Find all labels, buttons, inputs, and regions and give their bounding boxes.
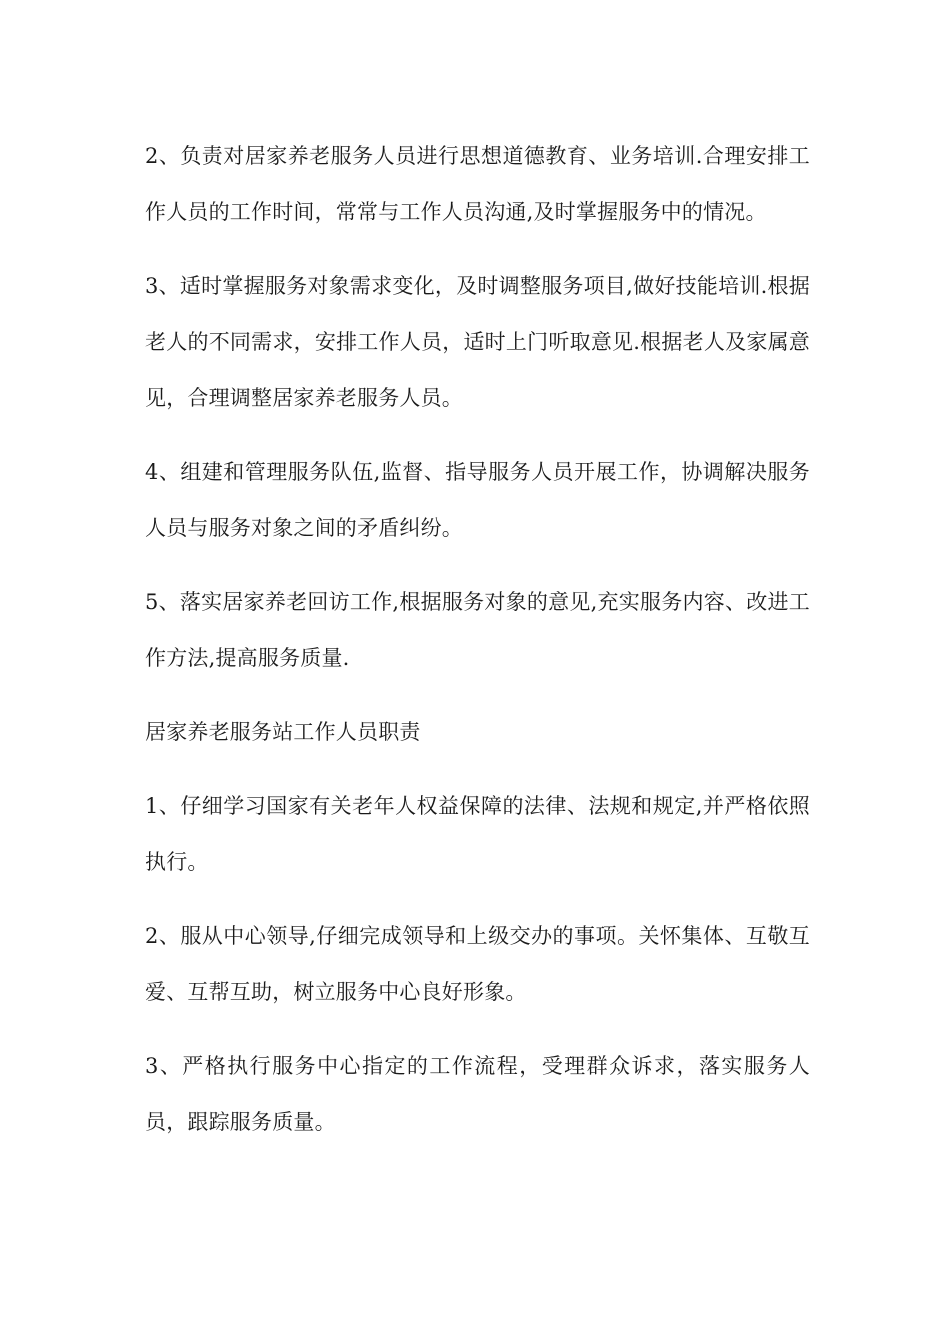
paragraph-staff-3-workflow: 3、严格执行服务中心指定的工作流程，受理群众诉求，落实服务人员，跟踪服务质量。: [145, 1054, 810, 1134]
paragraph-duty-5-followup: 5、落实居家养老回访工作,根据服务对象的意见,充实服务内容、改进工作方法,提高服务质量.: [145, 590, 810, 670]
section-heading-staff-duties: 居家养老服务站工作人员职责: [145, 720, 421, 744]
document-body: [145, 128, 810, 1168]
paragraph-staff-2-obey: 2、服从中心领导,仔细完成领导和上级交办的事项。关怀集体、互敬互爱、互帮互助，树立服务中心良好形象。: [145, 924, 810, 1004]
paragraph-duty-2-training: 2、负责对居家养老服务人员进行思想道德教育、业务培训.合理安排工作人员的工作时间，常常与工作人员沟通,及时掌握服务中的情况。: [145, 144, 810, 224]
paragraph-staff-1-laws: 1、仔细学习国家有关老年人权益保障的法律、法规和规定,并严格依照执行。: [145, 794, 810, 874]
paragraph-duty-3-demand: 3、适时掌握服务对象需求变化，及时调整服务项目,做好技能培训.根据老人的不同需求，安排工作人员，适时上门听取意见.根据老人及家属意见，合理调整居家养老服务人员。: [145, 274, 810, 410]
paragraph-duty-4-team: 4、组建和管理服务队伍,监督、指导服务人员开展工作，协调解决服务人员与服务对象之间的矛盾纠纷。: [145, 460, 810, 540]
